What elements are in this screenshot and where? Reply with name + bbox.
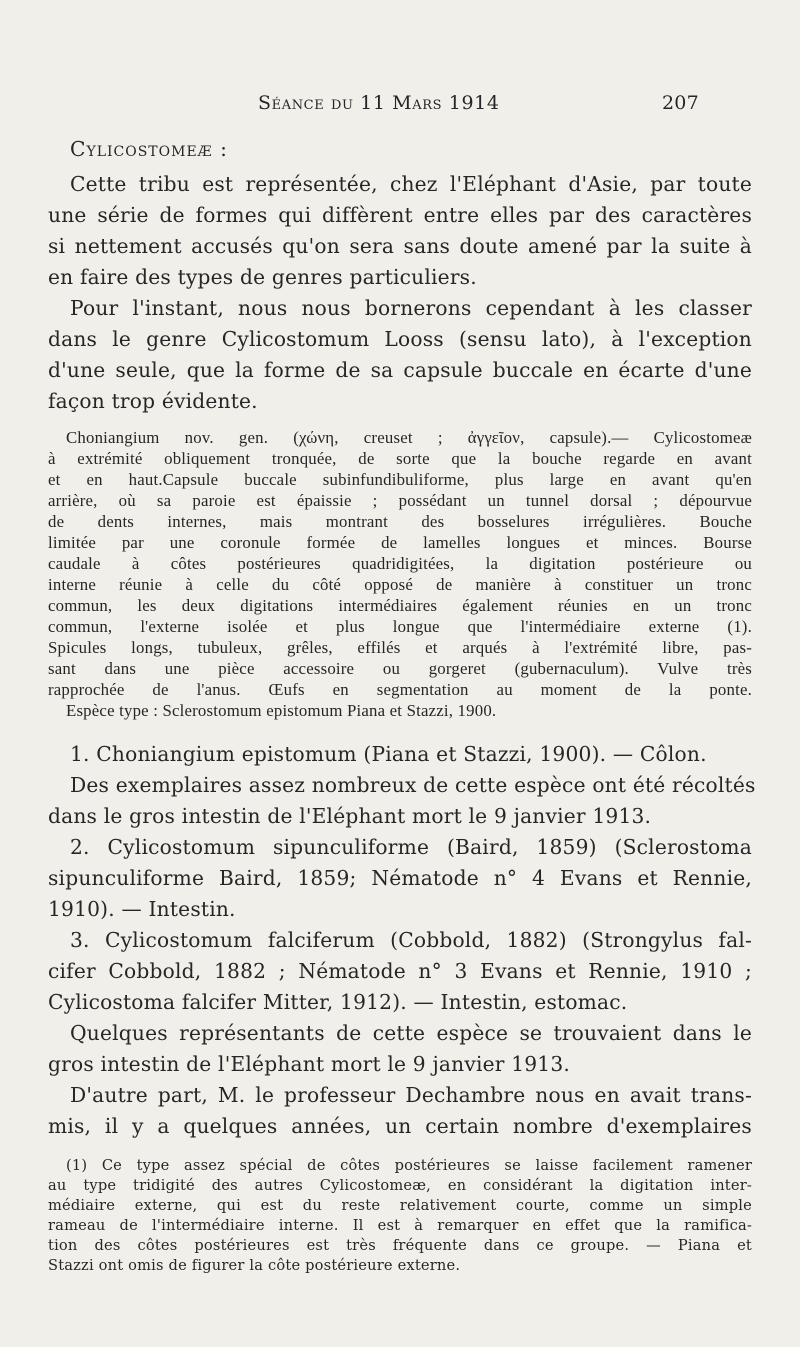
diagnosis-line: Choniangium nov. gen. (χώνη, creuset ; ἀγγεῖον, capsule).— Cylicostomeæ <box>66 428 752 447</box>
species-line: 3. Cylicostomum falciferum (Cobbold, 1882) (Strongylus fal- <box>70 928 752 952</box>
species-line: Quelques représentants de cette espèce se trouvaient dans le <box>70 1021 752 1045</box>
species-line: 2. Cylicostomum sipunculiforme (Baird, 1859) (Sclerostoma <box>70 835 752 859</box>
species-line: 1910). — Intestin. <box>48 897 236 921</box>
diagnosis-line: sant dans une pièce accessoire ou gorgeret (gubernaculum). Vulve très <box>48 659 752 678</box>
intro-line: en faire des types de genres particuliers. <box>48 265 477 289</box>
diagnosis-line: et en haut.Capsule buccale subinfundibuliforme, plus large en avant qu'en <box>48 470 752 489</box>
footnote-line: (1) Ce type assez spécial de côtes postérieures se laisse facilement ramener <box>66 1157 752 1174</box>
intro-line: d'une seule, que la forme de sa capsule buccale en écarte d'une <box>48 358 752 382</box>
footnote-line: médiaire externe, qui est du reste relativement courte, comme un simple <box>48 1197 752 1214</box>
intro-line: Cette tribu est représentée, chez l'Eléphant d'Asie, par toute <box>70 172 752 196</box>
diagnosis-line: arrière, où sa paroie est épaissie ; possédant un tunnel dorsal ; dépourvue <box>48 491 752 510</box>
diagnosis-line: commun, les deux digitations intermédiaires également réunies en un tronc <box>48 596 752 615</box>
intro-line: une série de formes qui diffèrent entre elles par des caractères <box>48 203 752 227</box>
section-heading: Cylicostomeæ : <box>70 137 228 161</box>
running-header: Séance du 11 Mars 1914 <box>258 92 500 114</box>
species-line: sipunculiforme Baird, 1859; Nématode n° 4 Evans et Rennie, <box>48 866 752 890</box>
diagnosis-line: rapprochée de l'anus. Œufs en segmentation au moment de la ponte. <box>48 680 752 699</box>
species-line: gros intestin de l'Eléphant mort le 9 janvier 1913. <box>48 1052 571 1076</box>
intro-line: si nettement accusés qu'on sera sans doute amené par la suite à <box>48 234 752 258</box>
footnote-line: rameau de l'intermédiaire interne. Il est à remarquer en effet que la ramifica- <box>48 1217 752 1234</box>
footnote-line: au type tridigité des autres Cylicostomeæ, en considérant la digitation inter- <box>48 1177 752 1194</box>
species-line: Des exemplaires assez nombreux de cette espèce ont été récoltés <box>70 773 756 797</box>
diagnosis-line: caudale à côtes postérieures quadridigitées, la digitation postérieure ou <box>48 554 752 573</box>
intro-line: dans le genre Cylicostomum Looss (sensu lato), à l'exception <box>48 327 752 351</box>
species-line: mis, il y a quelques années, un certain nombre d'exemplaires <box>48 1114 752 1138</box>
type-species-line: Espèce type : Sclerostomum epistomum Piana et Stazzi, 1900. <box>66 701 497 720</box>
intro-line: façon trop évidente. <box>48 389 258 413</box>
species-line: Cylicostoma falcifer Mitter, 1912). — Intestin, estomac. <box>48 990 628 1014</box>
diagnosis-line: interne réunie à celle du côté opposé de manière à constituer un tronc <box>48 575 752 594</box>
diagnosis-line: de dents internes, mais montrant des bosselures irrégulières. Bouche <box>48 512 752 531</box>
page-number: 207 <box>662 92 699 114</box>
diagnosis-line: Spicules longs, tubuleux, grêles, effilés et arqués à l'extrémité libre, pas- <box>48 638 752 657</box>
species-line: D'autre part, M. le professeur Dechambre nous en avait trans- <box>70 1083 752 1107</box>
footnote-line: tion des côtes postérieures est très fréquente dans ce groupe. — Piana et <box>48 1237 752 1254</box>
species-line: 1. Choniangium epistomum (Piana et Stazzi, 1900). — Côlon. <box>70 742 707 766</box>
intro-line: Pour l'instant, nous nous bornerons cependant à les classer <box>70 296 752 320</box>
diagnosis-line: commun, l'externe isolée et plus longue que l'intermédiaire externe (1). <box>48 617 752 636</box>
species-line: cifer Cobbold, 1882 ; Nématode n° 3 Evans et Rennie, 1910 ; <box>48 959 752 983</box>
diagnosis-line: à extrémité obliquement tronquée, de sorte que la bouche regarde en avant <box>48 449 752 468</box>
species-line: dans le gros intestin de l'Eléphant mort le 9 janvier 1913. <box>48 804 652 828</box>
footnote-line: Stazzi ont omis de figurer la côte postérieure externe. <box>48 1257 461 1274</box>
diagnosis-line: limitée par une coronule formée de lamelles longues et minces. Bourse <box>48 533 752 552</box>
